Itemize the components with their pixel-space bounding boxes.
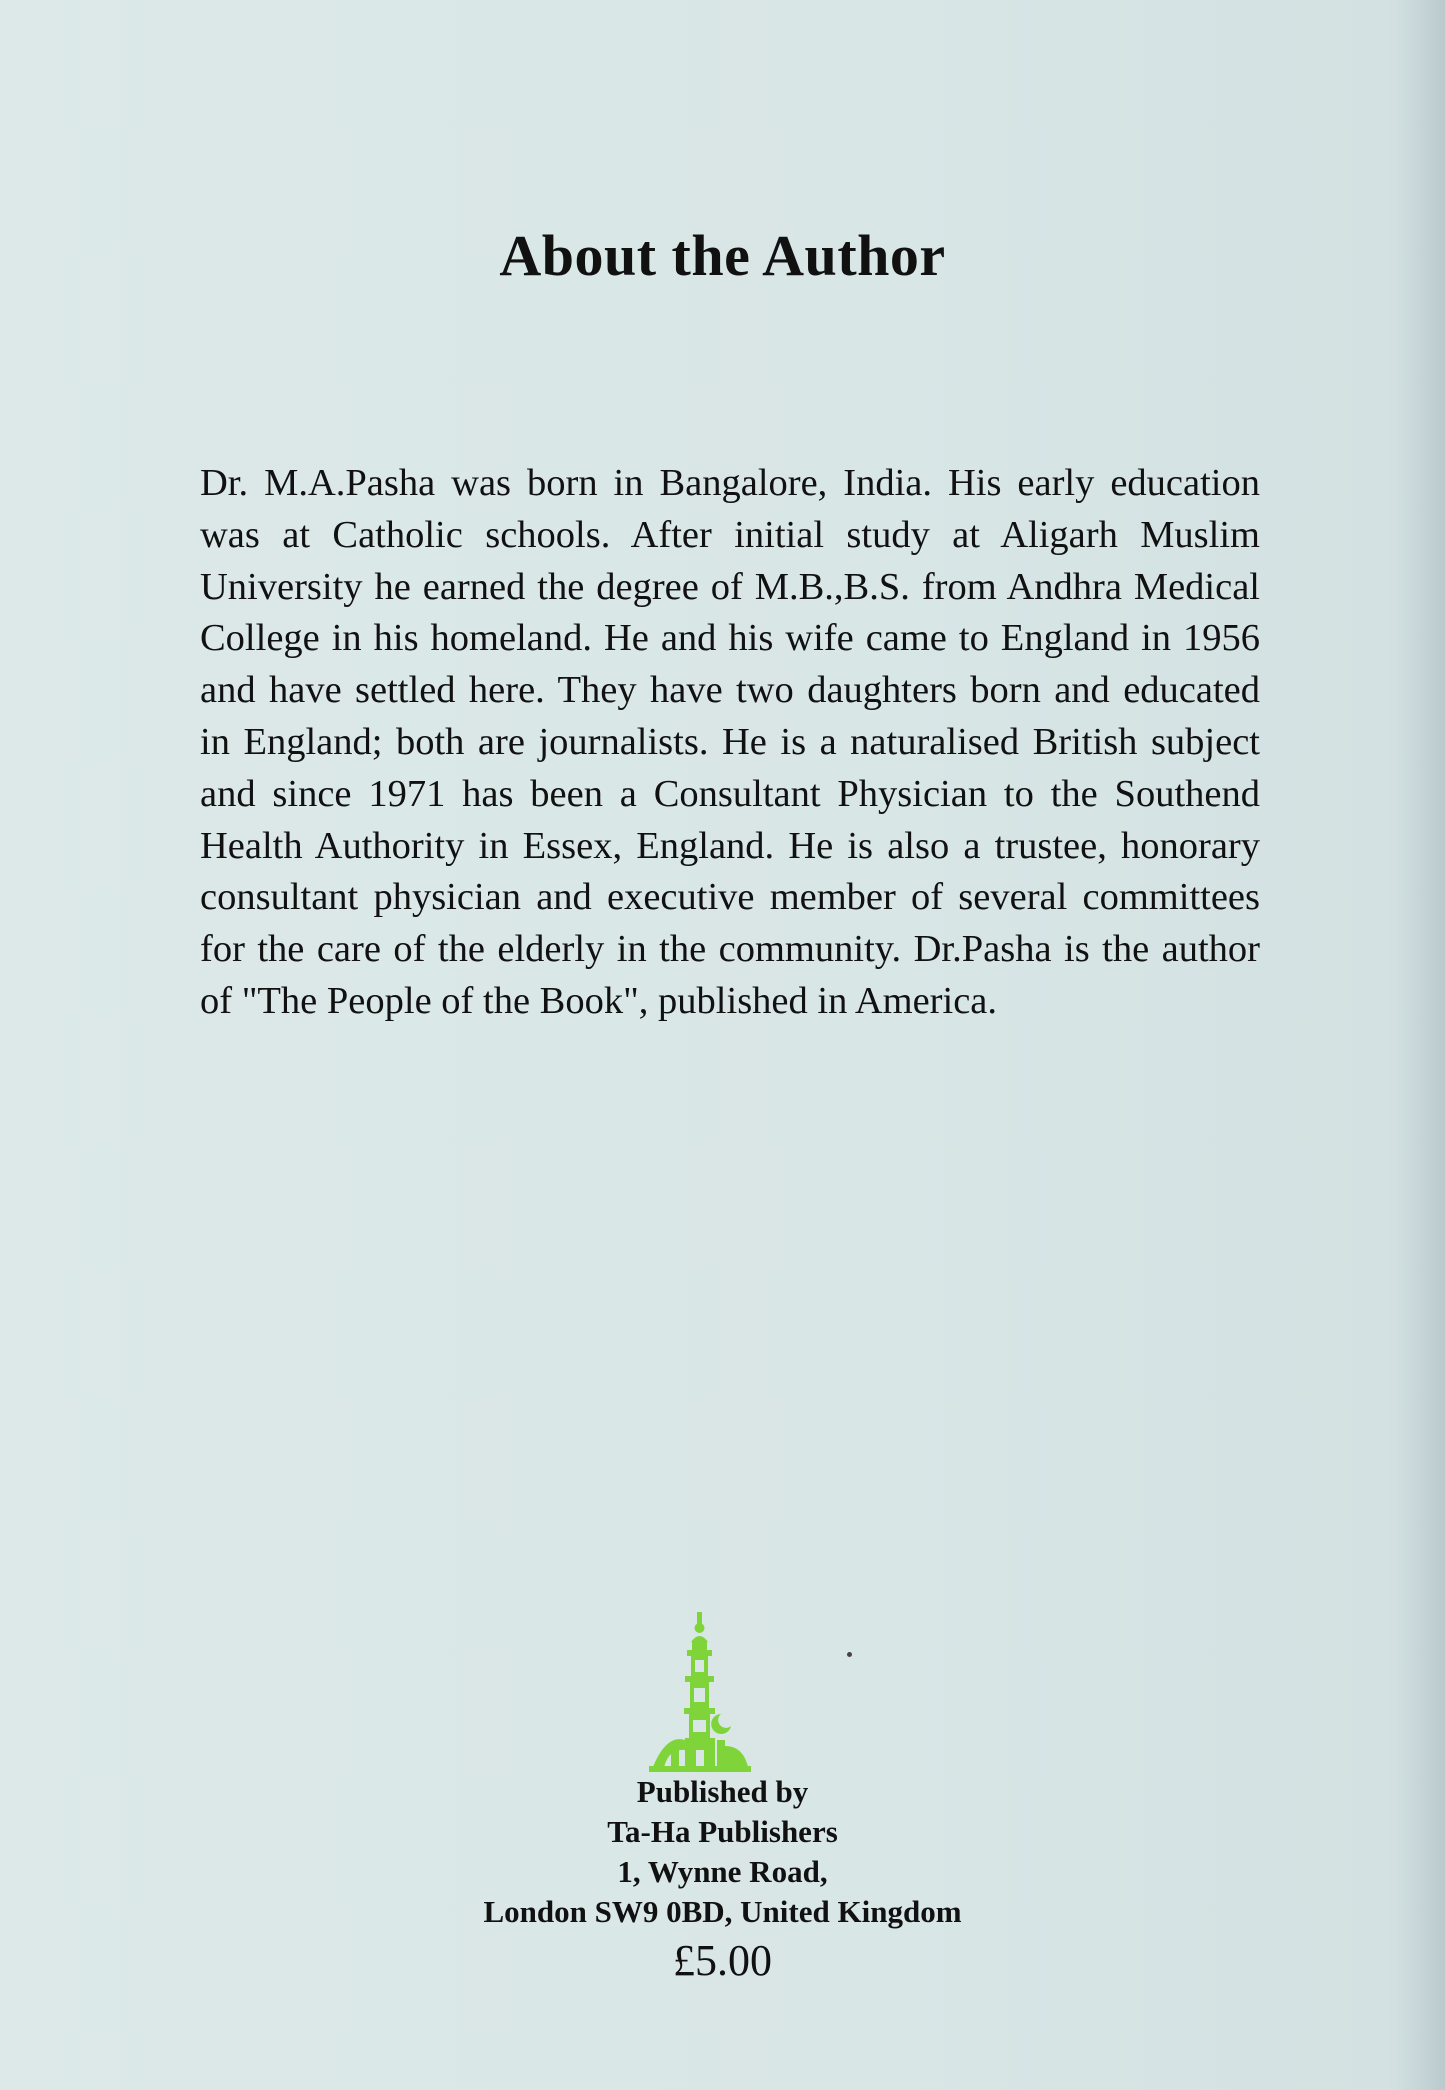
publisher-name: Ta-Ha Publishers: [607, 1814, 838, 1849]
publisher-block: [0, 1772, 1445, 1932]
print-speck: [847, 1652, 852, 1657]
page-title: About the Author: [499, 223, 946, 288]
minaret-logo-icon: [645, 1612, 755, 1774]
publisher-address-city: London SW9 0BD, United Kingdom: [483, 1894, 962, 1929]
publisher-address-street: 1, Wynne Road,: [617, 1854, 828, 1889]
author-biography: Dr. M.A.Pasha was born in Bangalore, India. His early education was at Catholic schools. After initial study at Aligarh Muslim University he earned the degree of M.B.,B.S. from Andhra Medical College in his homeland. He and his wife came to England in 1956 and have settled here. They have two daughters born and educated in England; both are journalists. He is a naturalised British subject and since 1971 has been a Consultant Physician to the Southend Health Authority in Essex, England. He is also a trustee, honorary consultant physician and executive member of several committees for the care of the elderly in the community. Dr.Pasha is the author of "The People of the Book", published in America.: [200, 462, 1260, 1022]
price-label: £5.00: [673, 1936, 772, 1985]
publisher-line: Published by: [636, 1774, 809, 1809]
